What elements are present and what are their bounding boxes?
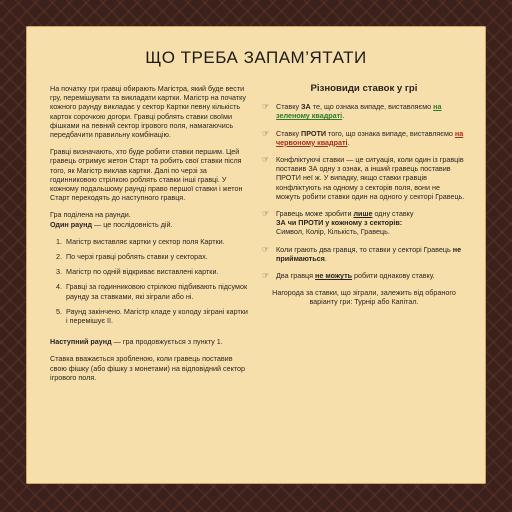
pointing-hand-icon: ☞ xyxy=(262,271,270,281)
bet-against-text: Ставку ПРОТИ того, що ознака випаде, виставляємо на червоному квадраті. xyxy=(276,128,464,147)
no-same-bet-text: Два гравця не можуть робити однакову ставку. xyxy=(276,271,435,281)
round-steps-list xyxy=(50,237,250,325)
bet-rule xyxy=(262,155,466,201)
pointing-hand-icon: ☞ xyxy=(262,128,270,138)
one-bet-text: Гравець може зробити лише одну ставку ЗА чи ПРОТИ у кожному з секторів: Символ, Колір, Кількість, Гравець. xyxy=(276,209,414,237)
conflicting-bets-text: Конфліктуючі ставки — це ситуація, коли один із гравців поставив ЗА одну з ознак, а інший гравець поставив ПРОТИ неї ж. У випадку, якщо ставки гравців конфліктують на одному з секторів поля, вони не можуть робити ставки один на одного у секторі Гравець. xyxy=(276,155,465,201)
round-step: 2. По черзі гравці роблять ставки у секторах. xyxy=(64,252,250,261)
round-step: 5. Раунд закінчено. Магістр кладе у колоду зіграні картки і перемішує її. xyxy=(64,307,250,325)
rules-card xyxy=(26,26,486,484)
bet-rule xyxy=(262,209,466,237)
left-column xyxy=(50,84,250,390)
one-round-label: Один раунд xyxy=(50,219,93,229)
next-round-label: Наступний раунд xyxy=(50,337,112,347)
pointing-hand-icon: ☞ xyxy=(262,155,270,165)
one-round-text: — це послідовність дій. xyxy=(92,219,173,229)
pointing-hand-icon: ☞ xyxy=(262,209,270,219)
bet-rule xyxy=(262,102,466,120)
bet-rule xyxy=(262,245,466,263)
round-step: 1. Магістр виставляє картки у сектор поля Картки. xyxy=(64,237,250,246)
right-column xyxy=(262,84,466,315)
bet-placed-paragraph: Ставка вважається зробленою, коли гравець поставив свою фішку (або фішку з монетами) на відповідний сектор ігрового поля. xyxy=(50,354,246,382)
intro-paragraph: На початку гри гравці обирають Магістра, який буде вести гру, перемішувати та викладати картки. Магістр на початку кожного раунду викладає у сектор Картки певну кількість карток сорочкою догори. Гравці роблять ставки своїми фішками на певний сектор ігрового поля, намагаючись передбачити правильну комбінацію. xyxy=(50,84,246,140)
rounds-note: Гра поділена на раунди. xyxy=(50,210,131,220)
pointing-hand-icon: ☞ xyxy=(262,102,270,112)
bet-types-heading: Різновиди ставок у грі xyxy=(310,83,418,94)
two-players-player-sector-text: Коли грають два гравця, то ставки у секторі Гравець не приймаються. xyxy=(276,244,462,263)
pointing-hand-icon: ☞ xyxy=(262,244,270,254)
next-round-paragraph xyxy=(50,337,250,346)
bet-rule xyxy=(262,129,466,147)
bet-for-text: Ставку ЗА те, що ознака випаде, виставляємо на зеленому квадраті. xyxy=(276,102,442,121)
round-step: 4. Гравці за годинниковою стрілкою підбивають підсумок раунду за ставками, які зіграли або ні. xyxy=(64,282,250,300)
next-round-text: — гра продовжується з пункту 1. xyxy=(111,337,223,347)
page-title: ЩО ТРЕБА ЗАПАМ’ЯТАТИ xyxy=(145,48,367,67)
reward-note: Нагорода за ставки, що зіграли, залежить від обраного варіанту гри: Турнір або Капітал. xyxy=(272,288,456,307)
round-step: 3. Магістр по одній відкриває виставлені картки. xyxy=(64,267,250,276)
round-paragraph xyxy=(50,210,250,228)
bet-rule xyxy=(262,271,466,280)
first-bet-paragraph: Гравці визначають, хто буде робити ставки першим. Цей гравець отримує жетон Старт та робить свої ставки після того, як Магістр виклав картки. Далі по черзі за годинниковою стрілкою роблять ставки інші гравці. У кожному подальшому раунді право першої ставки і жетон Старт переходять до наступного гравця. xyxy=(50,147,243,203)
